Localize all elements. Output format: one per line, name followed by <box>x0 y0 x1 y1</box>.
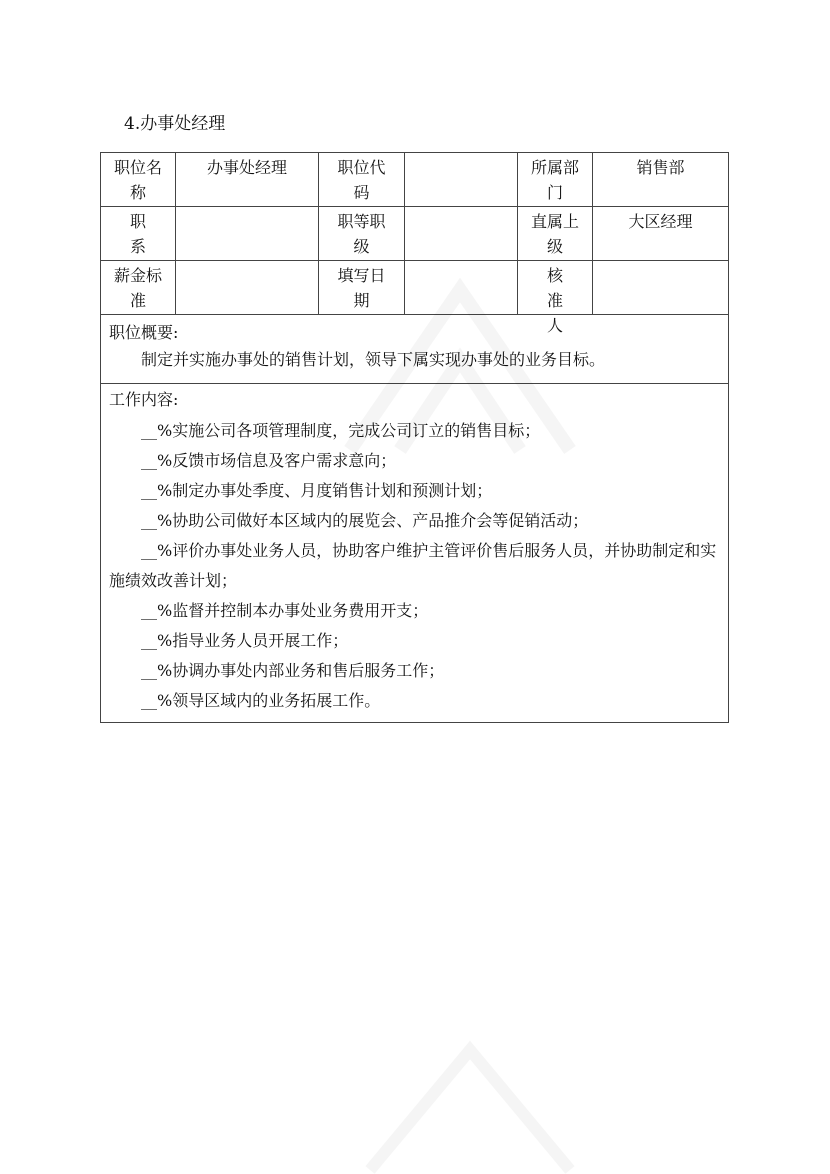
summary-text: 制定并实施办事处的销售计划，领导下属实现办事处的业务目标。 <box>141 350 606 369</box>
watermark-graphic <box>360 1040 580 1174</box>
list-item: __%制定办事处季度、月度销售计划和预测计划； <box>141 481 493 500</box>
list-item: __%指导业务人员开展工作； <box>141 631 349 650</box>
list-item: __%评价办事处业务人员，协助客户维护主管评价售后服务人员，并协助制定和实施绩效改善计划； <box>109 541 717 590</box>
label-position-code: 职位代码 <box>337 158 386 202</box>
label-approver: 核准人 <box>546 266 571 335</box>
list-item: __%领导区域内的业务拓展工作。 <box>141 691 381 710</box>
watermark-graphic <box>330 250 590 480</box>
value-position-name: 办事处经理 <box>206 158 287 177</box>
label-position-name: 职位名称 <box>113 158 162 202</box>
duties-title: 工作内容: <box>109 390 179 409</box>
summary-title: 职位概要: <box>109 323 179 342</box>
value-department: 销售部 <box>636 158 685 177</box>
label-job-family: 职系 <box>129 212 146 256</box>
list-item: __%实施公司各项管理制度，完成公司订立的销售目标； <box>141 421 541 440</box>
label-salary-standard: 薪金标准 <box>113 266 162 310</box>
table-row <box>101 153 729 207</box>
label-fill-date: 填写日期 <box>337 266 386 310</box>
label-job-grade: 职等职级 <box>337 212 386 256</box>
value-direct-supervisor: 大区经理 <box>628 212 693 231</box>
section-heading: 4.办事处经理 <box>124 114 226 134</box>
list-item: __%协助公司做好本区域内的展览会、产品推介会等促销活动； <box>141 511 589 530</box>
list-item: __%监督并控制本办事处业务费用开支； <box>141 601 429 620</box>
list-item: __%反馈市场信息及客户需求意向； <box>141 451 397 470</box>
label-department: 所属部门 <box>530 158 579 202</box>
list-item: __%协调办事处内部业务和售后服务工作； <box>141 661 445 680</box>
label-direct-supervisor: 直属上级 <box>530 212 579 256</box>
